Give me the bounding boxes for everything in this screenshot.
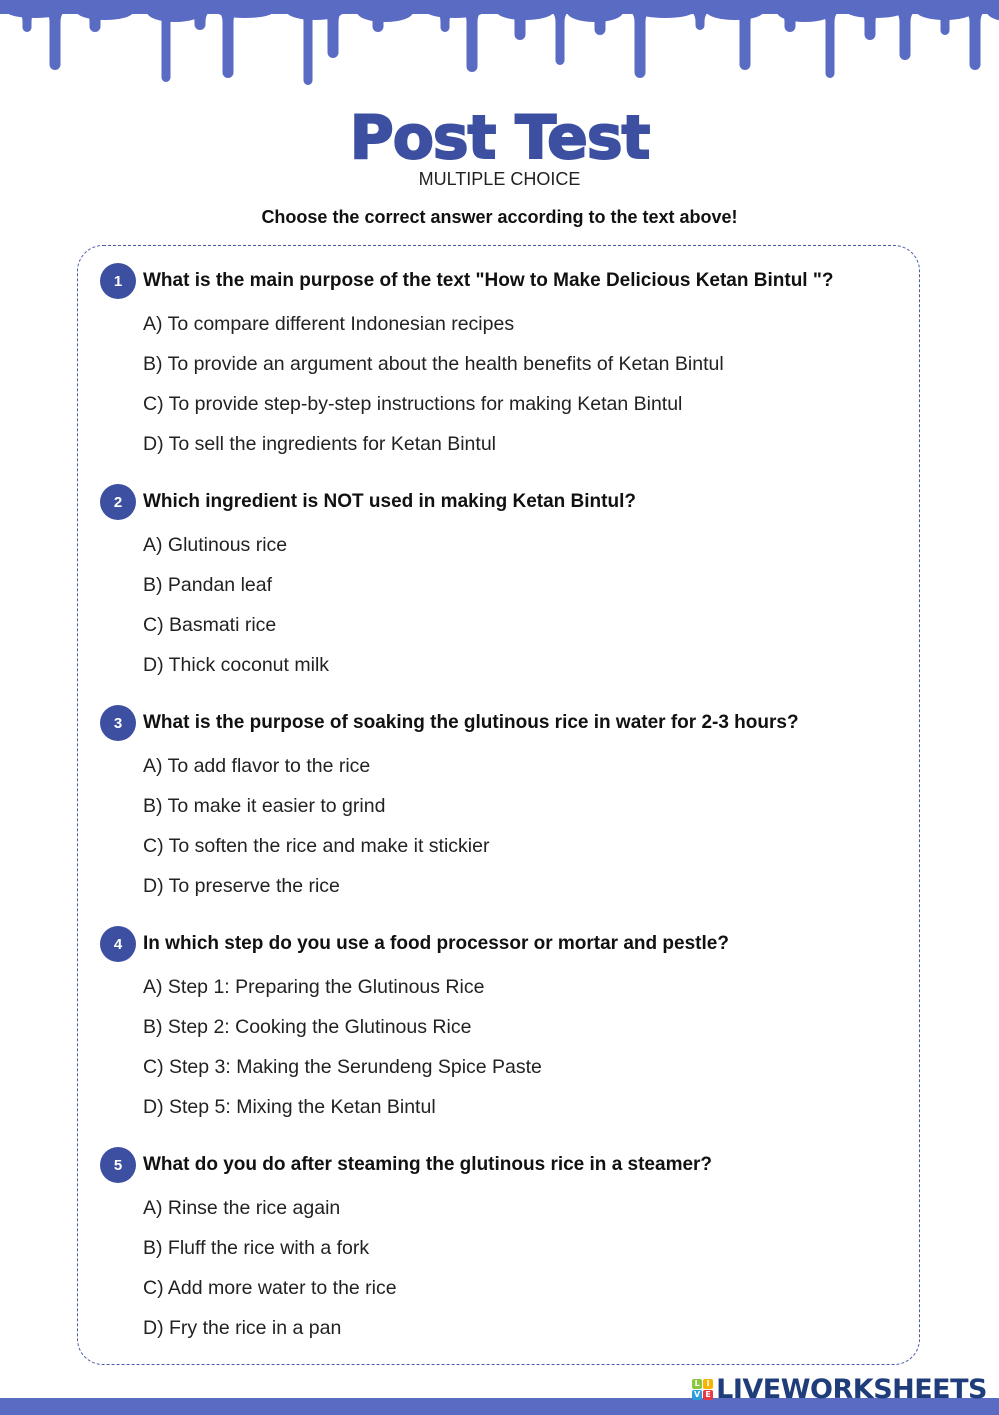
- drip: [818, 10, 843, 78]
- drip: [296, 10, 321, 85]
- question-number-badge: 1: [100, 263, 136, 299]
- answer-option[interactable]: C) Add more water to the rice: [143, 1277, 397, 1299]
- answer-option[interactable]: B) Step 2: Cooking the Glutinous Rice: [143, 1016, 472, 1038]
- question-text: What is the main purpose of the text "How to Make Delicious Ketan Bintul "?: [143, 270, 834, 291]
- question-number-badge: 3: [100, 705, 136, 741]
- answer-option[interactable]: A) To add flavor to the rice: [143, 755, 371, 777]
- answer-option[interactable]: A) Glutinous rice: [143, 534, 288, 556]
- answer-option[interactable]: D) Thick coconut milk: [143, 654, 330, 676]
- question-4: [100, 926, 920, 1118]
- drip: [627, 10, 654, 78]
- question-number-badge: 4: [100, 926, 136, 962]
- drip: [892, 10, 919, 60]
- page-subtitle: MULTIPLE CHOICE: [418, 169, 581, 189]
- question-text: What is the purpose of soaking the glutinous rice in water for 2-3 hours?: [143, 712, 799, 733]
- question-number-badge: 2: [100, 484, 136, 520]
- drip: [548, 10, 573, 65]
- answer-option[interactable]: B) To provide an argument about the health benefits of Ketan Bintul: [143, 353, 724, 375]
- answer-option[interactable]: A) Rinse the rice again: [143, 1197, 341, 1219]
- question-1: [100, 263, 920, 455]
- question-text: In which step do you use a food processor or mortar and pestle?: [143, 933, 729, 954]
- question-3: [100, 705, 920, 897]
- logo-text: LIVEWORKSHEETS: [716, 1374, 987, 1405]
- paint-drip-decoration: [0, 0, 999, 90]
- answer-option[interactable]: D) Fry the rice in a pan: [143, 1317, 342, 1339]
- drip: [42, 10, 69, 70]
- instruction-text: Choose the correct answer according to the text above!: [261, 207, 738, 227]
- page-title: Post Test: [349, 103, 650, 173]
- question-number-badge: 5: [100, 1147, 136, 1183]
- answer-option[interactable]: C) To provide step-by-step instructions for making Ketan Bintul: [143, 393, 683, 415]
- answer-option[interactable]: A) Step 1: Preparing the Glutinous Rice: [143, 976, 485, 998]
- drip: [215, 10, 242, 78]
- answer-option[interactable]: C) To soften the rice and make it stickier: [143, 835, 490, 857]
- answer-option[interactable]: B) Pandan leaf: [143, 574, 273, 596]
- drip: [962, 10, 989, 70]
- logo-icon: L I V E: [692, 1379, 713, 1400]
- question-text: What do you do after steaming the glutinous rice in a steamer?: [143, 1154, 713, 1175]
- answer-option[interactable]: C) Step 3: Making the Serundeng Spice Paste: [143, 1056, 542, 1078]
- question-text: Which ingredient is NOT used in making Ketan Bintul?: [143, 491, 636, 512]
- answer-option[interactable]: C) Basmati rice: [143, 614, 277, 636]
- answer-option[interactable]: A) To compare different Indonesian recipes: [143, 313, 515, 335]
- answer-option[interactable]: B) Fluff the rice with a fork: [143, 1237, 370, 1259]
- answer-option[interactable]: D) To sell the ingredients for Ketan Bintul: [143, 433, 496, 455]
- liveworksheets-logo: [692, 1374, 987, 1405]
- drip: [459, 10, 486, 72]
- question-2: [100, 484, 920, 676]
- answer-option[interactable]: D) To preserve the rice: [143, 875, 340, 897]
- answer-option[interactable]: B) To make it easier to grind: [143, 795, 386, 817]
- answer-option[interactable]: D) Step 5: Mixing the Ketan Bintul: [143, 1096, 436, 1118]
- question-5: [100, 1147, 920, 1339]
